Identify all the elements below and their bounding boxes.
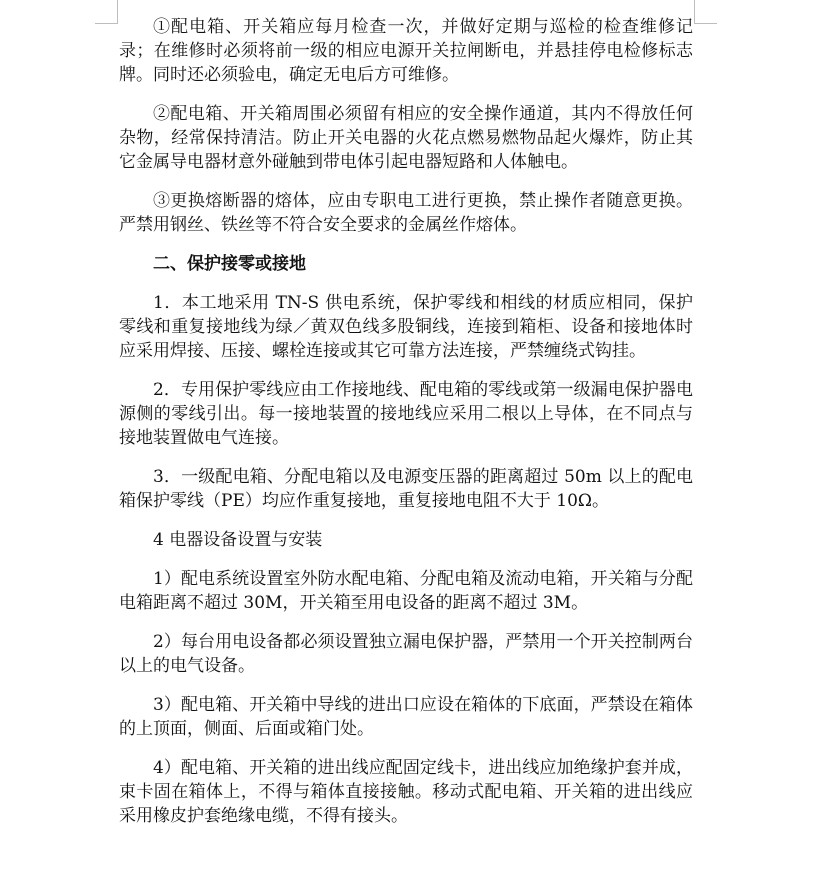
crop-mark-right-vertical [694, 0, 695, 24]
crop-mark-right-horizontal [694, 23, 717, 24]
paragraph-fuse-replacement: ③更换熔断器的熔体，应由专职电工进行更换，禁止操作者随意更换。严禁用钢丝、铁丝等不符合安全要求的金属丝作熔体。 [119, 191, 693, 235]
paragraph-maintenance-inspection: ①配电箱、开关箱应每月检查一次，并做好定期与巡检的检查维修记录；在维修时必须将前一级的相应电源开关拉闸断电，并悬挂停电检修标志牌。同时还必须验电，确定无电后方可维修。 [119, 17, 693, 85]
paragraph-repeat-grounding: 3．一级配电箱、分配电箱以及电源变压器的距离超过 50m 以上的配电箱保护零线（PE）均应作重复接地，重复接地电阻不大于 10Ω。 [119, 467, 693, 511]
paragraph-tns-system: 1．本工地采用 TN-S 供电系统，保护零线和相线的材质应相同，保护零线和重复接地线为绿／黄双色线多股铜线，连接到箱柜、设备和接地体时应采用焊接、压接、螺栓连接或其它可靠方法连接，严禁缠绕式钩挂。 [119, 293, 693, 361]
crop-mark-left-vertical [117, 0, 118, 24]
crop-mark-left-horizontal [95, 23, 118, 24]
paragraph-distribution-system: 1）配电系统设置室外防水配电箱、分配电箱及流动电箱，开关箱与分配电箱距离不超过 30M，开关箱至用电设备的距离不超过 3M。 [119, 569, 693, 613]
paragraph-protective-neutral: 2．专用保护零线应由工作接地线、配电箱的零线或第一级漏电保护器电源侧的零线引出。每一接地装置的接地线应采用二根以上导体，在不同点与接地装置做电气连接。 [119, 380, 693, 448]
paragraph-operating-clearance: ②配电箱、开关箱周围必须留有相应的安全操作通道，其内不得放任何杂物，经常保持清洁。防止开关电器的火花点燃易燃物品起火爆炸，防止其它金属导电器材意外碰触到带电体引起电器短路和人体触电。 [119, 104, 693, 172]
paragraph-leakage-protector: 2）每台用电设备都必须设置独立漏电保护器，严禁用一个开关控制两台以上的电气设备。 [119, 632, 693, 676]
document-body [119, 15, 693, 843]
section-heading-equipment-installation: 4 电器设备设置与安装 [153, 530, 323, 550]
paragraph-wire-entry: 3）配电箱、开关箱中导线的进出口应设在箱体的下底面，严禁设在箱体的上顶面，侧面、后面或箱门处。 [119, 695, 693, 739]
section-heading-protective-grounding: 二、保护接零或接地 [153, 254, 306, 274]
paragraph-cable-clamps: 4）配电箱、开关箱的进出线应配固定线卡，进出线应加绝缘护套并成，束卡固在箱体上，不得与箱体直接接触。移动式配电箱、开关箱的进出线应采用橡皮护套绝缘电缆，不得有接头。 [119, 758, 693, 826]
